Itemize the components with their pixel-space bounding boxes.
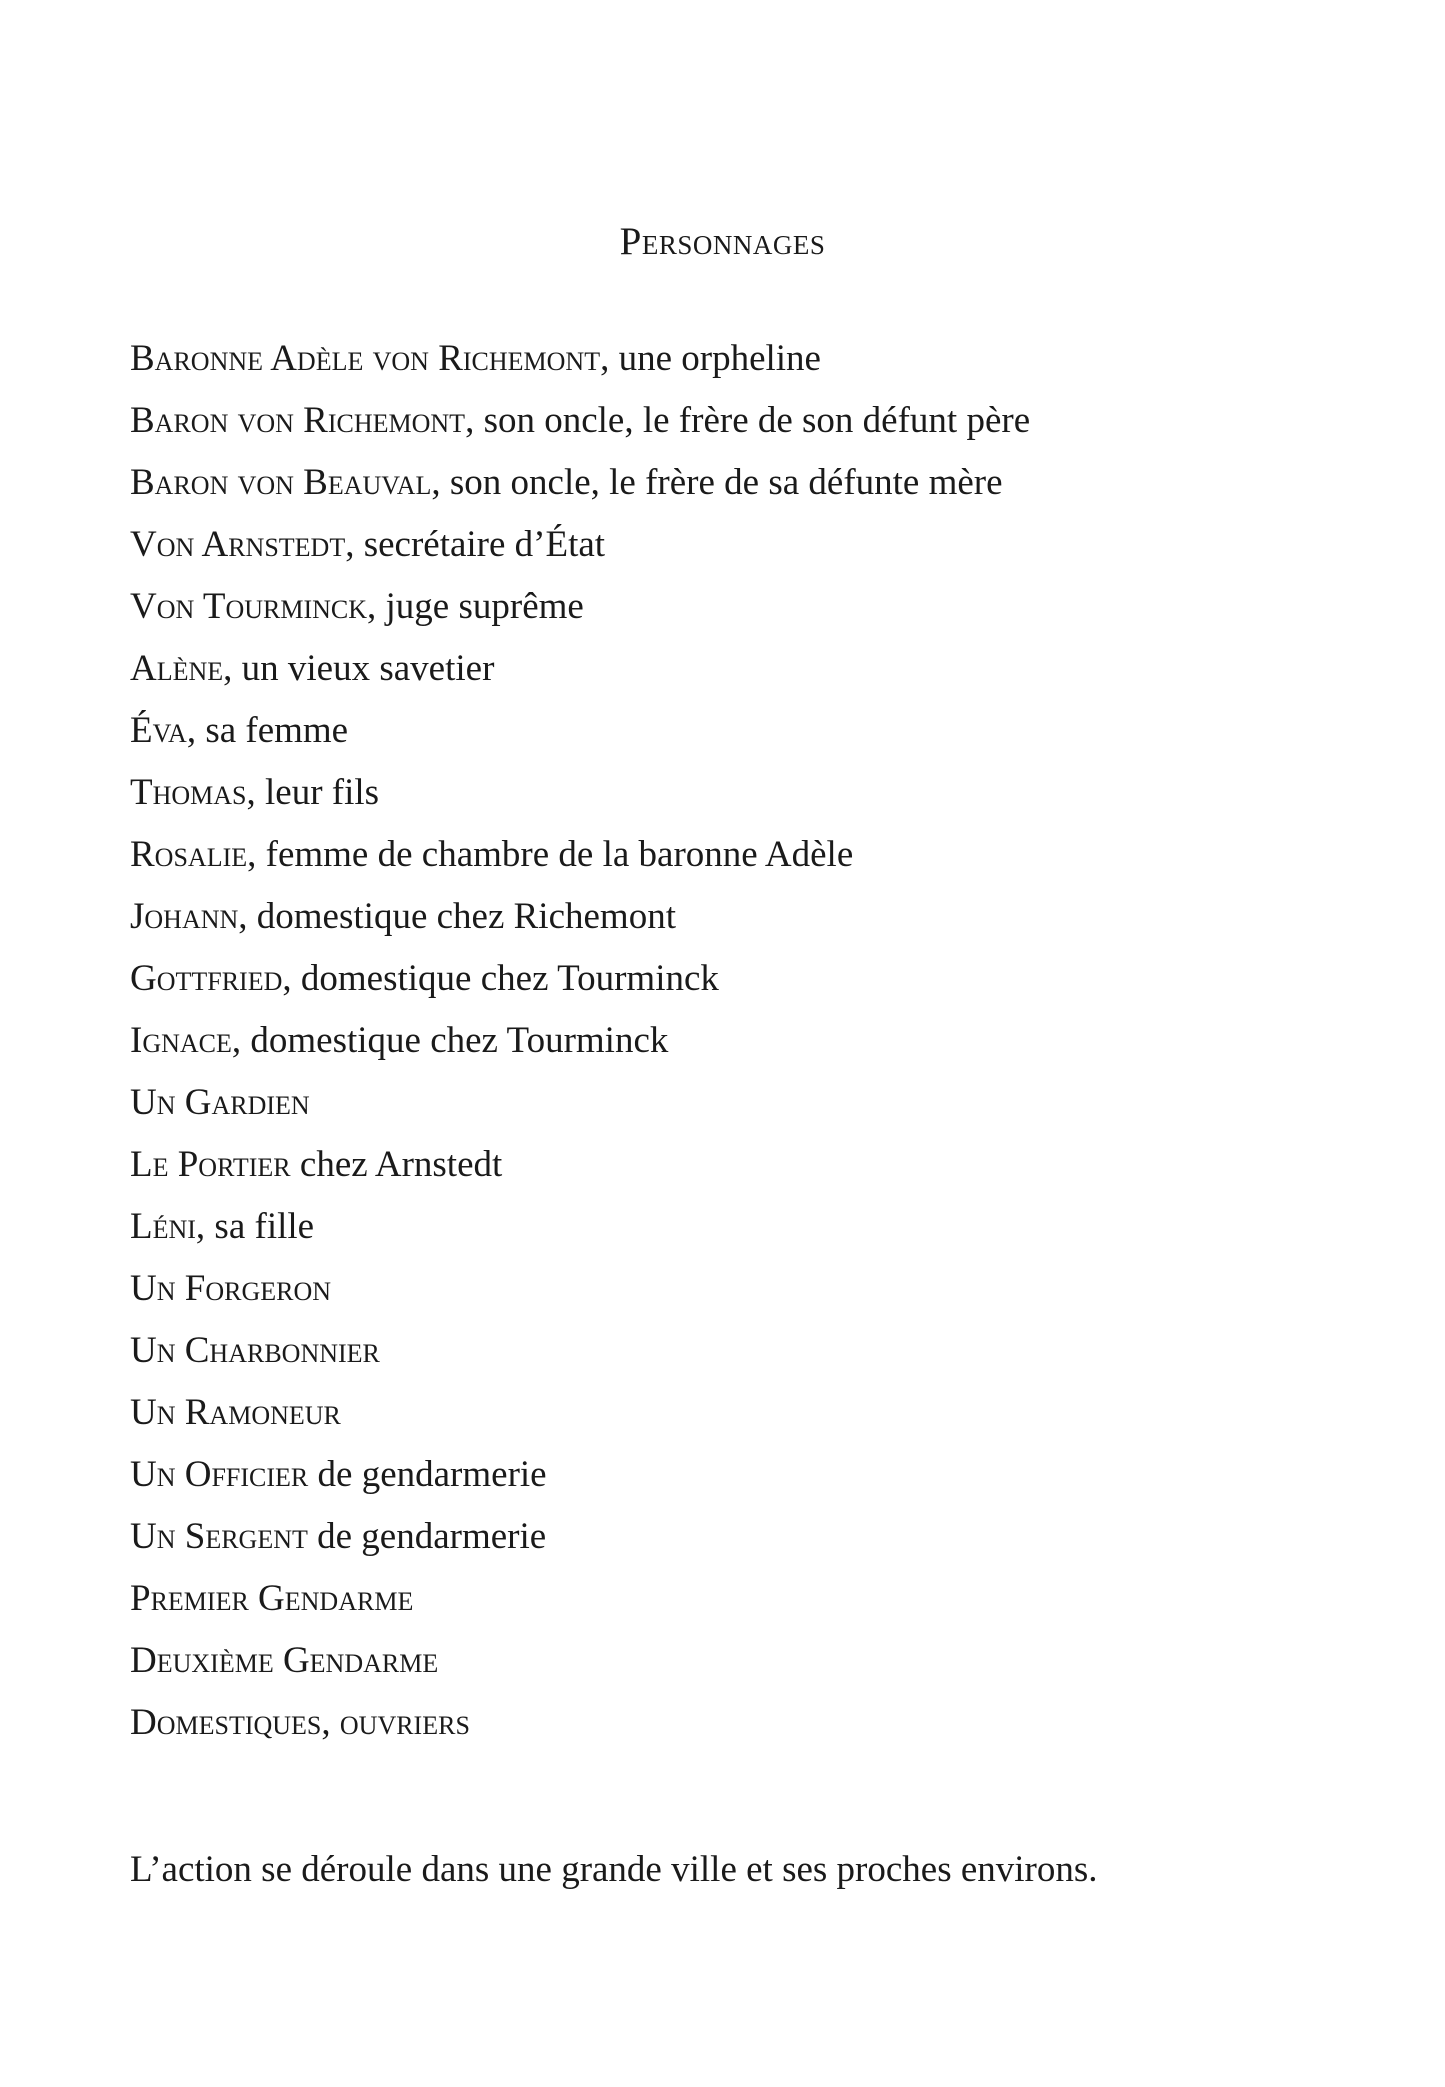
character-entry bbox=[130, 1325, 1030, 1387]
character-name: Baronne Adèle von Richemont bbox=[130, 338, 601, 379]
character-description: , juge suprême bbox=[367, 586, 584, 627]
character-description: , un vieux savetier bbox=[223, 648, 495, 689]
character-entry bbox=[130, 1139, 1030, 1201]
character-name: Domestiques, ouvriers bbox=[130, 1702, 470, 1743]
character-entry bbox=[130, 333, 1030, 395]
character-description: de gendarmerie bbox=[307, 1516, 547, 1557]
character-entry bbox=[130, 1077, 1030, 1139]
character-entry bbox=[130, 1201, 1030, 1263]
character-entry bbox=[130, 1263, 1030, 1325]
character-list bbox=[130, 333, 1030, 1759]
character-description: chez Arnstedt bbox=[290, 1144, 503, 1185]
character-description: de gendarmerie bbox=[308, 1454, 547, 1495]
character-entry bbox=[130, 1635, 1030, 1697]
character-name: Un Forgeron bbox=[130, 1268, 331, 1309]
character-name: Léni bbox=[130, 1206, 196, 1247]
character-entry bbox=[130, 1573, 1030, 1635]
character-name: Un Charbonnier bbox=[130, 1330, 380, 1371]
character-name: Baron von Richemont bbox=[130, 400, 466, 441]
character-entry bbox=[130, 643, 1030, 705]
character-entry bbox=[130, 395, 1030, 457]
character-description: , domestique chez Richemont bbox=[238, 896, 676, 937]
character-description: , domestique chez Tourminck bbox=[231, 1020, 669, 1061]
character-name: Gottfried bbox=[130, 958, 283, 999]
character-description: , sa femme bbox=[186, 710, 349, 751]
character-entry bbox=[130, 1511, 1030, 1573]
character-entry bbox=[130, 953, 1030, 1015]
character-entry bbox=[130, 829, 1030, 891]
character-name: Alène bbox=[130, 648, 224, 689]
character-entry bbox=[130, 1449, 1030, 1511]
character-entry bbox=[130, 581, 1030, 643]
character-description: , leur fils bbox=[246, 772, 380, 813]
character-description: , femme de chambre de la baronne Adèle bbox=[247, 834, 854, 875]
character-name: Von Tourminck bbox=[130, 586, 368, 627]
character-description: , son oncle, le frère de sa défunte mère bbox=[431, 462, 1003, 503]
character-entry bbox=[130, 1015, 1030, 1077]
character-entry bbox=[130, 1697, 1030, 1759]
character-entry bbox=[130, 519, 1030, 581]
character-name: Un Sergent bbox=[130, 1516, 308, 1557]
character-entry bbox=[130, 1387, 1030, 1449]
character-name: Ignace bbox=[130, 1020, 232, 1061]
character-name: Von Arnstedt bbox=[130, 524, 346, 565]
character-name: Éva bbox=[130, 710, 187, 751]
character-description: , secrétaire d’État bbox=[345, 524, 606, 565]
character-name: Un Gardien bbox=[130, 1082, 310, 1123]
character-entry bbox=[130, 705, 1030, 767]
character-description: , une orpheline bbox=[600, 338, 821, 379]
character-name: Deuxième Gendarme bbox=[130, 1640, 439, 1681]
character-description: , son oncle, le frère de son défunt père bbox=[465, 400, 1031, 441]
character-name: Johann bbox=[130, 896, 239, 937]
character-name: Thomas bbox=[130, 772, 247, 813]
character-entry bbox=[130, 891, 1030, 953]
character-name: Premier Gendarme bbox=[130, 1578, 414, 1619]
character-name: Le Portier bbox=[130, 1144, 291, 1185]
character-entry bbox=[130, 767, 1030, 829]
character-name: Rosalie bbox=[130, 834, 248, 875]
setting-note: L’action se déroule dans une grande ville et ses proches environs. bbox=[130, 1849, 1098, 1890]
character-description: , domestique chez Tourminck bbox=[282, 958, 719, 999]
character-name: Un Officier bbox=[130, 1454, 309, 1495]
character-name: Un Ramoneur bbox=[130, 1392, 341, 1433]
page-title: Personnages bbox=[619, 220, 826, 263]
character-description: , sa fille bbox=[195, 1206, 315, 1247]
character-entry bbox=[130, 457, 1030, 519]
character-name: Baron von Beauval bbox=[130, 462, 432, 503]
